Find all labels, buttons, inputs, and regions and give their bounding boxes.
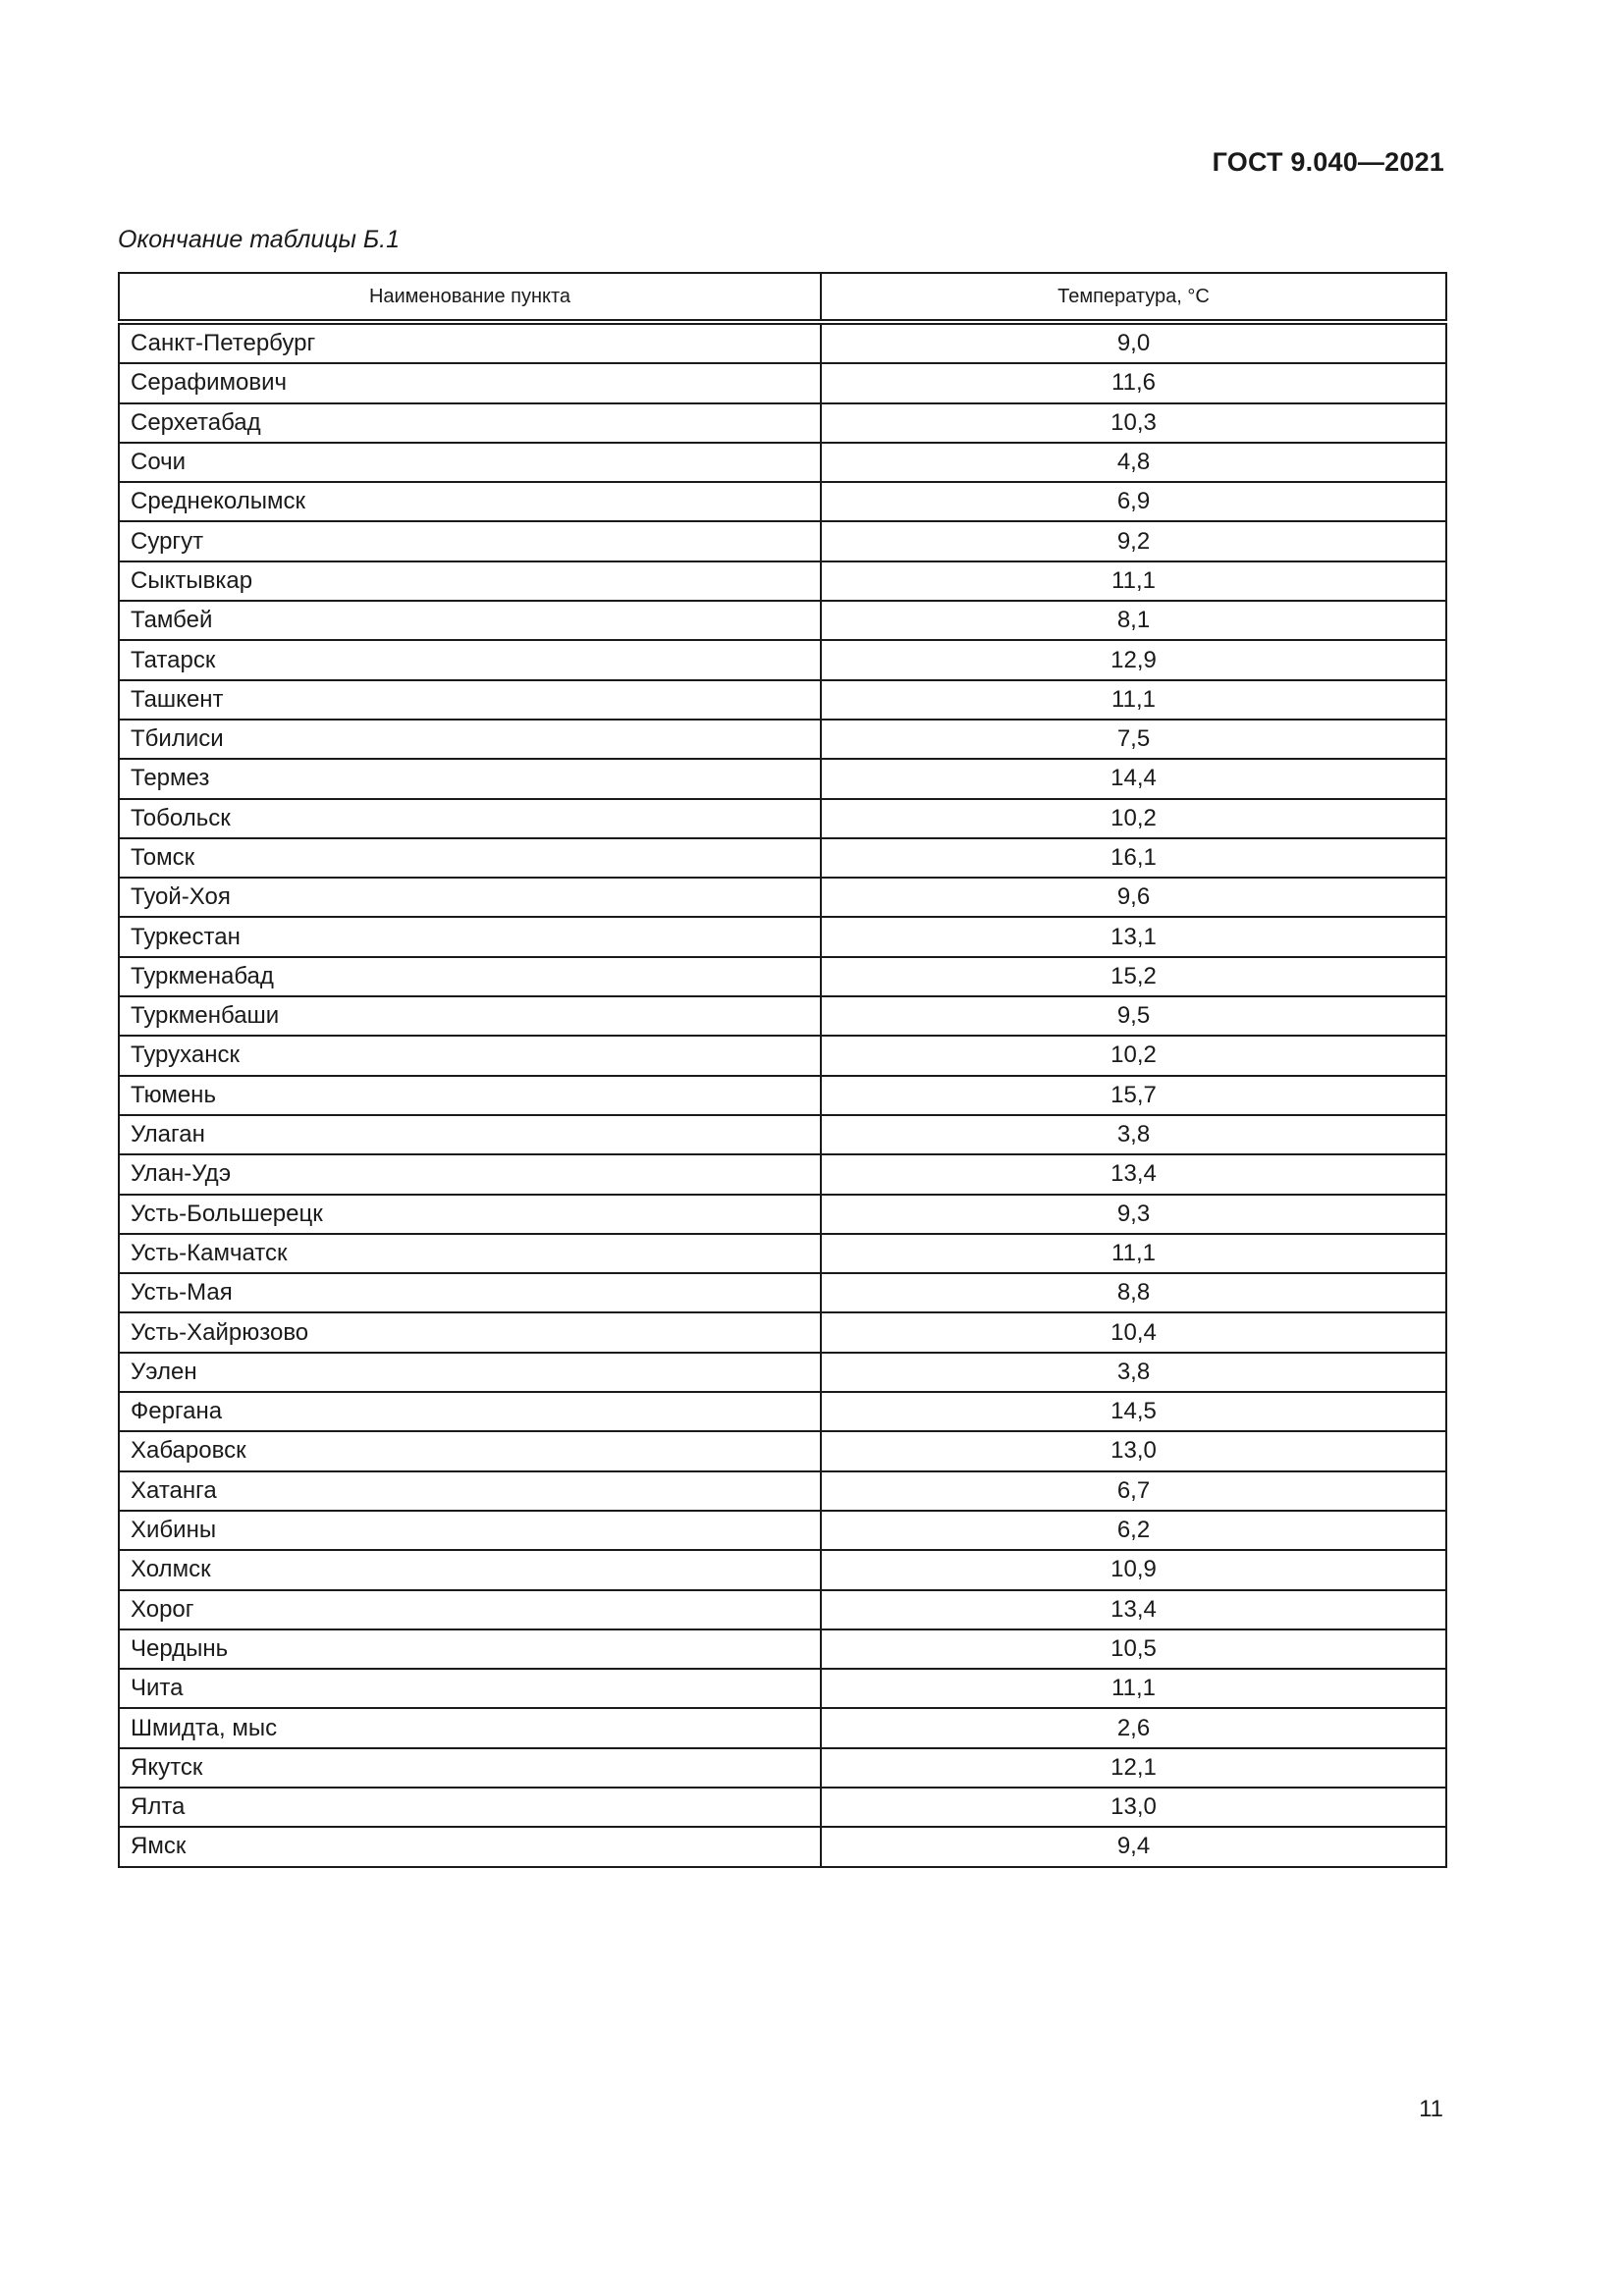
temperature-cell: 8,8: [821, 1273, 1446, 1312]
location-name-cell: Чита: [119, 1669, 821, 1708]
temperature-cell: 9,3: [821, 1195, 1446, 1234]
document-code: ГОСТ 9.040—2021: [1212, 147, 1444, 177]
location-name-cell: Сыктывкар: [119, 561, 821, 601]
temperature-cell: 6,7: [821, 1471, 1446, 1511]
table-row: [119, 1115, 1446, 1154]
table-row: [119, 1392, 1446, 1431]
table-row: [119, 1353, 1446, 1392]
location-name-cell: Тобольск: [119, 799, 821, 838]
location-name-cell: Шмидта, мыс: [119, 1708, 821, 1747]
temperature-cell: 15,7: [821, 1076, 1446, 1115]
table-row: [119, 1312, 1446, 1352]
temperature-cell: 13,1: [821, 917, 1446, 956]
table-row: [119, 917, 1446, 956]
location-name-cell: Сургут: [119, 521, 821, 561]
location-name-cell: Тюмень: [119, 1076, 821, 1115]
table-row: [119, 1748, 1446, 1788]
table-row: [119, 1550, 1446, 1589]
table-caption: Окончание таблицы Б.1: [118, 226, 400, 253]
temperature-cell: 11,1: [821, 1669, 1446, 1708]
temperature-cell: 15,2: [821, 957, 1446, 996]
table-body: [119, 322, 1446, 1867]
location-name-cell: Туркменбаши: [119, 996, 821, 1036]
temperature-cell: 3,8: [821, 1115, 1446, 1154]
temperature-cell: 14,5: [821, 1392, 1446, 1431]
temperature-cell: 9,4: [821, 1827, 1446, 1866]
temperature-cell: 13,0: [821, 1431, 1446, 1470]
table-row: [119, 1590, 1446, 1629]
temperature-cell: 10,2: [821, 1036, 1446, 1075]
location-name-cell: Серхетабад: [119, 403, 821, 443]
page-number: 11: [1419, 2096, 1443, 2122]
temperature-cell: 9,5: [821, 996, 1446, 1036]
temperature-cell: 6,2: [821, 1511, 1446, 1550]
temperature-cell: 9,6: [821, 878, 1446, 917]
temperature-cell: 10,9: [821, 1550, 1446, 1589]
location-name-cell: Усть-Камчатск: [119, 1234, 821, 1273]
location-name-cell: Ташкент: [119, 680, 821, 720]
location-name-cell: Серафимович: [119, 363, 821, 402]
temperature-cell: 12,9: [821, 640, 1446, 679]
table-row: [119, 1827, 1446, 1866]
location-name-cell: Улаган: [119, 1115, 821, 1154]
location-name-cell: Татарск: [119, 640, 821, 679]
table-row: [119, 680, 1446, 720]
temperature-cell: 4,8: [821, 443, 1446, 482]
location-name-cell: Санкт-Петербург: [119, 322, 821, 363]
temperature-cell: 6,9: [821, 482, 1446, 521]
temperature-cell: 13,4: [821, 1154, 1446, 1194]
location-name-cell: Усть-Хайрюзово: [119, 1312, 821, 1352]
location-name-cell: Томск: [119, 838, 821, 878]
table-row: [119, 482, 1446, 521]
temperature-cell: 11,1: [821, 1234, 1446, 1273]
column-header-temperature: Температура, °C: [821, 273, 1446, 322]
table-row: [119, 878, 1446, 917]
location-name-cell: Ямск: [119, 1827, 821, 1866]
location-name-cell: Хатанга: [119, 1471, 821, 1511]
location-name-cell: Среднеколымск: [119, 482, 821, 521]
location-name-cell: Туркменабад: [119, 957, 821, 996]
table-row: [119, 521, 1446, 561]
temperature-cell: 9,2: [821, 521, 1446, 561]
temperature-cell: 10,4: [821, 1312, 1446, 1352]
temperature-cell: 13,0: [821, 1788, 1446, 1827]
table-row: [119, 1708, 1446, 1747]
table-row: [119, 1788, 1446, 1827]
table-row: [119, 1629, 1446, 1669]
table-row: [119, 1273, 1446, 1312]
temperature-cell: 10,5: [821, 1629, 1446, 1669]
temperature-cell: 9,0: [821, 322, 1446, 363]
location-name-cell: Туркестан: [119, 917, 821, 956]
location-name-cell: Фергана: [119, 1392, 821, 1431]
location-name-cell: Уэлен: [119, 1353, 821, 1392]
temperature-cell: 2,6: [821, 1708, 1446, 1747]
temperature-cell: 13,4: [821, 1590, 1446, 1629]
table-row: [119, 443, 1446, 482]
location-name-cell: Туруханск: [119, 1036, 821, 1075]
temperature-cell: 8,1: [821, 601, 1446, 640]
table-row: [119, 601, 1446, 640]
location-name-cell: Чердынь: [119, 1629, 821, 1669]
location-name-cell: Сочи: [119, 443, 821, 482]
temperature-table: [118, 272, 1447, 1868]
temperature-cell: 10,2: [821, 799, 1446, 838]
table-row: [119, 1234, 1446, 1273]
table-row: [119, 720, 1446, 759]
table-row: [119, 799, 1446, 838]
temperature-cell: 16,1: [821, 838, 1446, 878]
table-row: [119, 363, 1446, 402]
location-name-cell: Тамбей: [119, 601, 821, 640]
temperature-cell: 11,1: [821, 680, 1446, 720]
location-name-cell: Тбилиси: [119, 720, 821, 759]
table-header: [119, 273, 1446, 322]
temperature-cell: 10,3: [821, 403, 1446, 443]
column-header-location: Наименование пункта: [119, 273, 821, 322]
table-row: [119, 957, 1446, 996]
temperature-cell: 11,6: [821, 363, 1446, 402]
table-row: [119, 1511, 1446, 1550]
location-name-cell: Якутск: [119, 1748, 821, 1788]
location-name-cell: Туой-Хоя: [119, 878, 821, 917]
table-row: [119, 1076, 1446, 1115]
table-row: [119, 1154, 1446, 1194]
table-row: [119, 1195, 1446, 1234]
table-row: [119, 640, 1446, 679]
temperature-cell: 14,4: [821, 759, 1446, 798]
location-name-cell: Улан-Удэ: [119, 1154, 821, 1194]
table-row: [119, 561, 1446, 601]
table-row: [119, 1431, 1446, 1470]
location-name-cell: Холмск: [119, 1550, 821, 1589]
table-row: [119, 996, 1446, 1036]
table-row: [119, 759, 1446, 798]
location-name-cell: Усть-Большерецк: [119, 1195, 821, 1234]
table-row: [119, 1471, 1446, 1511]
location-name-cell: Хибины: [119, 1511, 821, 1550]
temperature-cell: 12,1: [821, 1748, 1446, 1788]
location-name-cell: Хорог: [119, 1590, 821, 1629]
table-row: [119, 1036, 1446, 1075]
location-name-cell: Ялта: [119, 1788, 821, 1827]
temperature-cell: 11,1: [821, 561, 1446, 601]
location-name-cell: Термез: [119, 759, 821, 798]
location-name-cell: Усть-Мая: [119, 1273, 821, 1312]
table-row: [119, 322, 1446, 363]
location-name-cell: Хабаровск: [119, 1431, 821, 1470]
temperature-cell: 7,5: [821, 720, 1446, 759]
table-row: [119, 403, 1446, 443]
table-row: [119, 838, 1446, 878]
table-row: [119, 1669, 1446, 1708]
temperature-cell: 3,8: [821, 1353, 1446, 1392]
header-row: [119, 273, 1446, 322]
